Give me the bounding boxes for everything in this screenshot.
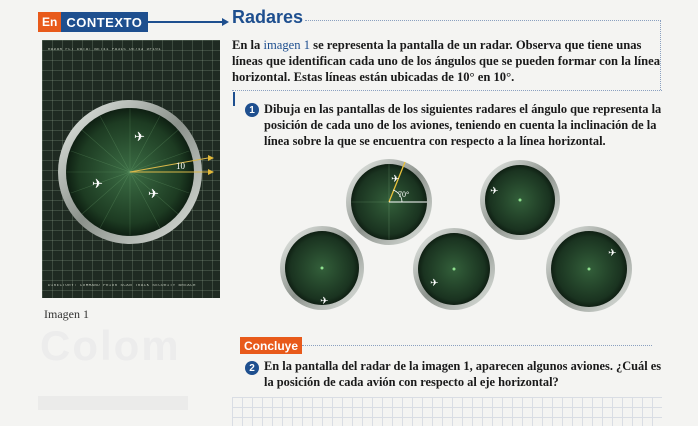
radar-screen-e[interactable] (546, 226, 632, 312)
question-number: 2 (245, 361, 259, 375)
concluye-badge: Concluye (240, 337, 302, 354)
question-1-text: Dibuja en las pantallas de los siguientes radares el ángulo que representa la posición de cada uno de los aviones, teniendo en cuenta la inclinación de la línea sobre la que se encuentra con respecto a la línea horizontal. (264, 102, 662, 148)
separator (232, 90, 662, 91)
ghost-watermark: Colom (40, 322, 181, 369)
airplane-icon: ✈ (608, 248, 617, 259)
concluye-rule (302, 345, 652, 346)
airplane-icon: ✈ (92, 177, 103, 192)
context-header (38, 12, 148, 32)
question-number: 1 (245, 103, 259, 117)
radar-photo (42, 40, 220, 298)
context-rule (148, 21, 224, 23)
radar-screen-a[interactable] (346, 159, 432, 245)
airplane-icon: ✈ (320, 296, 329, 307)
ghost-bar (38, 396, 188, 410)
airplane-icon: ✈ (134, 130, 145, 145)
airplane-icon: ✈ (148, 187, 159, 202)
context-badge: En (38, 12, 61, 32)
radar-exercises (276, 156, 656, 316)
radar-image-1 (42, 40, 220, 298)
airplane-icon: ✈ (490, 186, 499, 197)
box-border (660, 20, 661, 90)
airplane-icon: ✈ (391, 174, 400, 185)
title-rule (305, 20, 661, 21)
answer-grid[interactable] (232, 397, 662, 426)
example-angle-label: 70° (398, 190, 410, 199)
image-caption: Imagen 1 (44, 307, 89, 321)
separator-bar (233, 92, 235, 106)
context-label: CONTEXTO (66, 14, 143, 30)
airplane-icon: ✈ (430, 278, 439, 289)
image-reference: imagen 1 (263, 38, 311, 52)
photo-top-text: RADAR FLT DATA: BE741 PA315 DE743 DF101 (48, 48, 162, 52)
intro-paragraph: En la imagen 1 se representa la pantalla de un radar. Observa que tiene unas líneas que identifican cada uno de los ángulos que se pueden formar con la línea horizontal. Estas líneas están ubicadas de 10° en 10°. (232, 38, 661, 84)
arrow-icon (222, 18, 229, 26)
section-title: Radares (232, 7, 304, 27)
radar-screen-c[interactable] (280, 226, 364, 310)
angle-label: 10 (176, 161, 185, 171)
radar-screen-d[interactable] (413, 228, 495, 310)
question-2-text: En la pantalla del radar de la imagen 1, aparecen algunos aviones. ¿Cuál es la posición de cada avión con respecto al eje horizontal? (264, 359, 662, 389)
photo-bottom-text: DIRECTORY: COMMAND PRIOR SCAN TRACK SECURITY BREACH (48, 284, 196, 288)
radar-screen-b[interactable] (480, 160, 560, 240)
